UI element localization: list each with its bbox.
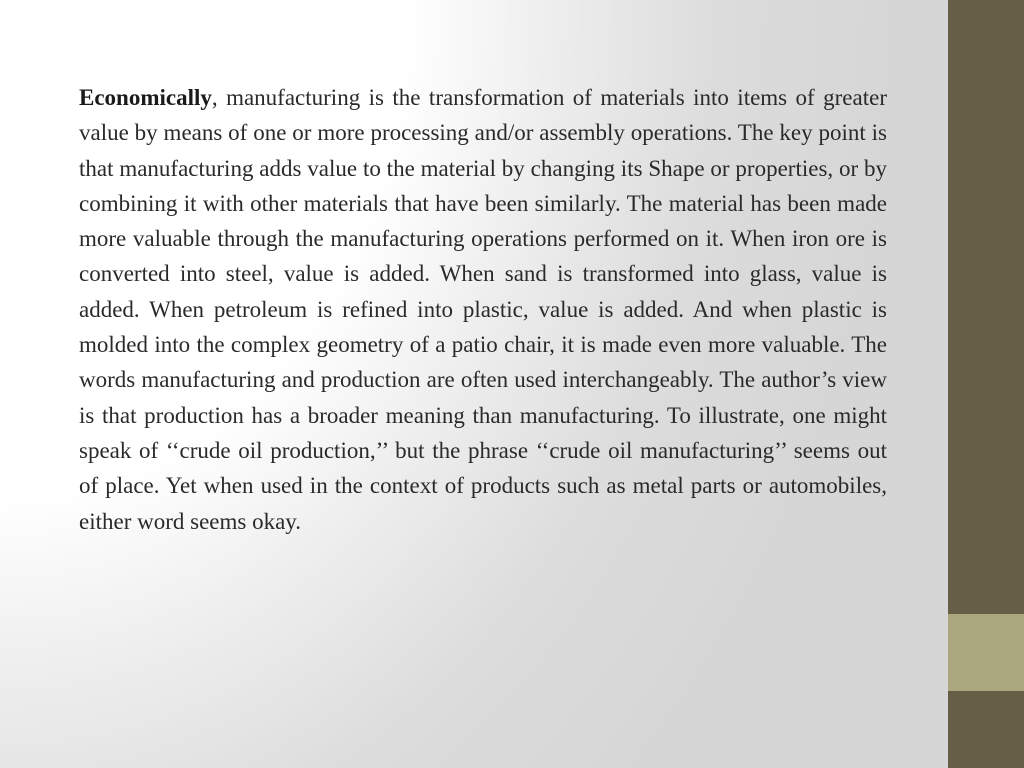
sidebar-accent-block: [948, 614, 1024, 691]
slide-body-text: [79, 80, 887, 539]
body-paragraph: , manufacturing is the transformation of materials into items of greater value by means of one or more processing and/or assembly operations. The key point is that manufacturing adds value to the material by changing its Shape or properties, or by combining it with other materials that have been similarly. The material has been made more valuable through the manufacturing operations performed on it. When iron ore is converted into steel, value is added. When sand is transformed into glass, value is added. When petroleum is refined into plastic, value is added. And when plastic is molded into the complex geometry of a patio chair, it is made even more valuable. The words manufacturing and production are often used interchangeably. The author’s view is that production has a broader meaning than manufacturing. To illustrate, one might speak of ‘‘crude oil production,’’ but the phrase ‘‘crude oil manufacturing’’ seems out of place. Yet when used in the context of products such as metal parts or automobiles, either word seems okay.: [79, 85, 887, 534]
lead-word: Economically: [79, 85, 212, 110]
